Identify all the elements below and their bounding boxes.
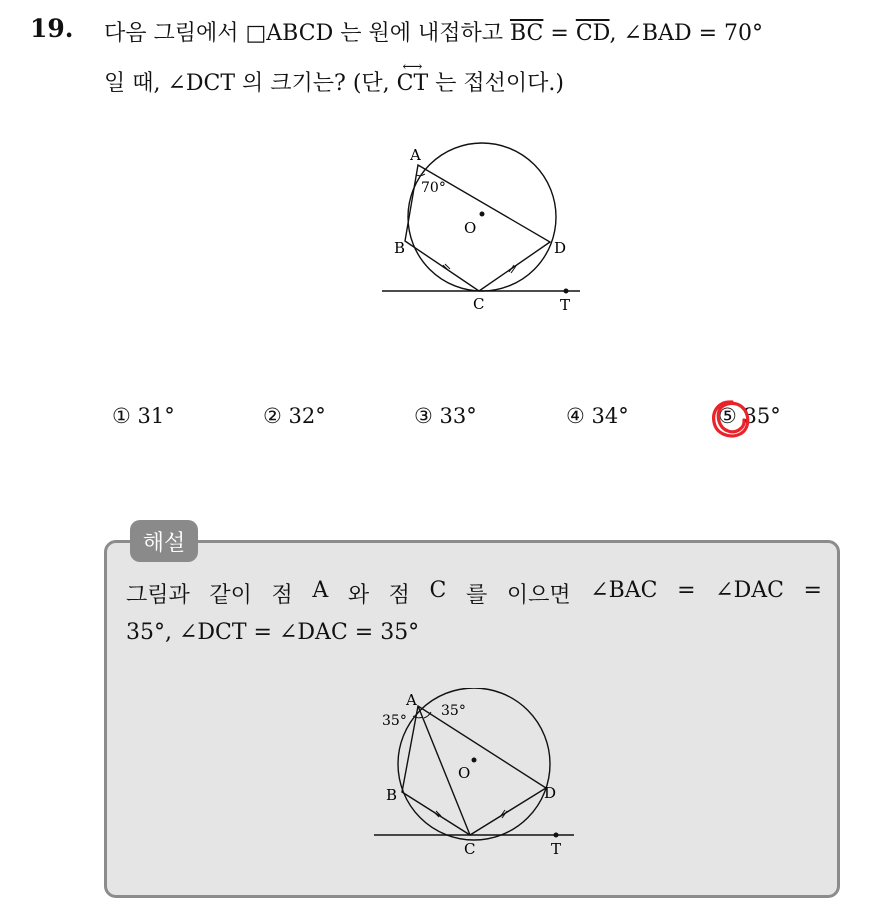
tick-mark-cd — [509, 265, 514, 272]
question-text-1: 다음 그림에서 □ABCD 는 원에 내접하고 — [104, 21, 510, 46]
label-t: T — [560, 296, 571, 314]
solution-figure — [368, 688, 582, 860]
choice-1[interactable]: ① 31° — [112, 404, 175, 428]
center-point — [480, 212, 485, 217]
label-o: O — [458, 764, 471, 782]
solution-line-1: 그림과 같이 점 A 와 점 C 를 이으면 ∠BAC = ∠DAC = — [126, 578, 822, 608]
angle-label-left: 35° — [382, 713, 407, 729]
point-t — [554, 833, 559, 838]
angle-label-right: 35° — [441, 703, 466, 719]
label-c: C — [473, 295, 485, 313]
circle — [408, 143, 556, 291]
question-line-1 — [104, 16, 763, 47]
angle-label: 70° — [421, 180, 446, 196]
question-text-2: 일 때, ∠DCT 의 크기는? (단, — [104, 71, 397, 96]
label-d: D — [554, 239, 567, 257]
segment-cd: $\overline{CD}$ — [575, 21, 610, 46]
label-a: A — [410, 146, 421, 164]
double-arrow-icon: ⟷ — [402, 59, 423, 75]
solution-tag: 해설 — [130, 520, 198, 562]
label-b: B — [394, 239, 406, 257]
answer-mark-icon — [706, 394, 756, 444]
choice-4[interactable]: ④ 34° — [566, 404, 629, 428]
question-number: 19. — [30, 14, 74, 43]
circle — [398, 688, 550, 840]
segment-bc: $\overline{BC}$ — [509, 21, 544, 46]
question-text-1-suffix: , ∠BAD = 70° — [609, 21, 764, 46]
equals-sign: = — [543, 21, 576, 46]
question-figure — [376, 140, 586, 315]
label-t: T — [551, 840, 562, 858]
choice-5[interactable]: ⑤ 35° — [718, 404, 781, 428]
question-text-2-suffix: 는 접선이다.) — [428, 71, 565, 96]
choice-2[interactable]: ② 32° — [263, 404, 326, 428]
label-d: D — [544, 784, 557, 802]
label-c: C — [464, 840, 476, 858]
question-line-2 — [104, 59, 565, 97]
label-a: A — [406, 691, 417, 709]
solution-line-2: 35°, ∠DCT = ∠DAC = 35° — [126, 620, 420, 645]
choice-3[interactable]: ③ 33° — [414, 404, 477, 428]
red-circle-mark — [714, 402, 748, 436]
point-t — [564, 289, 569, 294]
line-ct: ⟷ CT — [396, 59, 429, 96]
label-o: O — [464, 219, 477, 237]
center-point — [472, 758, 477, 763]
quadrilateral-abcd — [402, 706, 546, 835]
label-b: B — [386, 786, 398, 804]
